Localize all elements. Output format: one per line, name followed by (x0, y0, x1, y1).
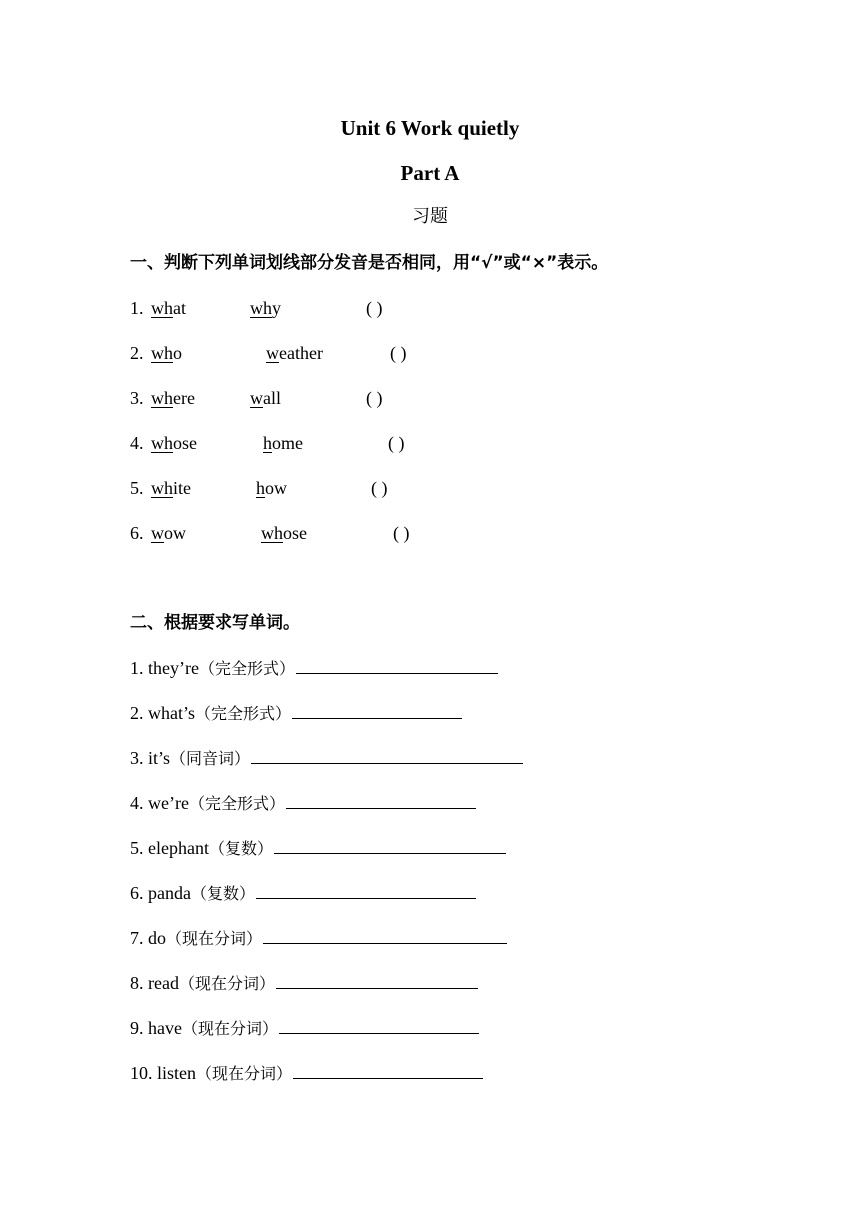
prompt-hint: （复数） (190, 884, 255, 903)
prompt-hint: （完全形式） (195, 704, 292, 723)
answer-blank[interactable] (293, 1060, 483, 1079)
word-b (261, 520, 307, 546)
word-a (151, 430, 197, 456)
fill-in-row (130, 1060, 483, 1086)
word-b (266, 340, 323, 366)
answer-blank[interactable] (296, 655, 498, 674)
underlined-part: wh (250, 298, 272, 318)
pronunciation-row (130, 475, 730, 501)
fill-in-row (130, 835, 506, 861)
underlined-part: wh (151, 298, 173, 318)
word-a (151, 340, 182, 366)
answer-blank[interactable] (276, 970, 478, 989)
item-number: 6. (130, 523, 144, 543)
word-a (151, 295, 186, 321)
underlined-part: w (266, 343, 279, 363)
prompt-word: 9. have (130, 1018, 182, 1038)
pronunciation-row (130, 520, 730, 546)
answer-blank[interactable] (279, 1015, 479, 1034)
fill-in-row (130, 1015, 479, 1041)
answer-blank[interactable] (263, 925, 507, 944)
underlined-part: wh (151, 478, 173, 498)
underlined-part: wh (151, 433, 173, 453)
fill-in-row (130, 970, 478, 996)
word-rest: y (272, 298, 281, 318)
word-rest: eather (279, 343, 323, 363)
fill-in-row (130, 925, 507, 951)
prompt-word: 5. elephant (130, 838, 209, 858)
part-title: Part A (400, 161, 460, 185)
pronunciation-row (130, 385, 730, 411)
answer-parens[interactable]: ( ) (388, 433, 405, 453)
prompt-word: 6. panda (130, 883, 191, 903)
prompt-word: 3. it’s (130, 748, 171, 768)
exercise-label: 习题 (412, 206, 448, 227)
word-rest: ose (283, 523, 307, 543)
prompt-hint: （完全形式） (188, 794, 285, 813)
underlined-part: wh (151, 343, 173, 363)
word-a (151, 520, 186, 546)
prompt-word: 10. listen (130, 1063, 196, 1083)
word-a (151, 385, 195, 411)
word-b (256, 475, 287, 501)
prompt-hint: （现在分词） (181, 1019, 278, 1038)
word-rest: at (173, 298, 186, 318)
prompt-word: 2. what’s (130, 703, 195, 723)
fill-in-row (130, 880, 476, 906)
prompt-word: 8. read (130, 973, 179, 993)
answer-blank[interactable] (251, 745, 523, 764)
prompt-hint: （复数） (208, 839, 273, 858)
underlined-part: wh (261, 523, 283, 543)
fill-in-row (130, 745, 523, 771)
prompt-hint: （现在分词） (166, 929, 263, 948)
answer-blank[interactable] (274, 835, 506, 854)
underlined-part: h (256, 478, 265, 498)
section1-heading: 一、判断下列单词划线部分发音是否相同，用“√”或“×”表示。 (130, 253, 609, 273)
pronunciation-row (130, 340, 730, 366)
prompt-hint: （完全形式） (198, 659, 295, 678)
fill-in-row (130, 790, 476, 816)
pronunciation-row (130, 295, 730, 321)
word-b (250, 385, 281, 411)
answer-parens[interactable]: ( ) (366, 298, 383, 318)
word-rest: ite (173, 478, 191, 498)
answer-blank[interactable] (256, 880, 476, 899)
item-number: 2. (130, 343, 144, 363)
word-rest: ow (265, 478, 287, 498)
prompt-hint: （同音词） (170, 749, 251, 768)
word-rest: all (263, 388, 281, 408)
underlined-part: h (263, 433, 272, 453)
word-b (263, 430, 303, 456)
fill-in-row (130, 700, 462, 726)
underlined-part: wh (151, 388, 173, 408)
item-number: 5. (130, 478, 144, 498)
underlined-part: w (250, 388, 263, 408)
prompt-word: 4. we’re (130, 793, 189, 813)
word-rest: ose (173, 433, 197, 453)
fill-in-row (130, 655, 498, 681)
prompt-hint: （现在分词） (196, 1064, 293, 1083)
page-title: Unit 6 Work quietly (340, 116, 520, 140)
section2-heading: 二、根据要求写单词。 (130, 613, 300, 633)
item-number: 4. (130, 433, 144, 453)
prompt-word: 1. they’re (130, 658, 199, 678)
underlined-part: w (151, 523, 164, 543)
prompt-hint: （现在分词） (178, 974, 275, 993)
item-number: 3. (130, 388, 144, 408)
answer-parens[interactable]: ( ) (390, 343, 407, 363)
word-rest: ow (164, 523, 186, 543)
prompt-word: 7. do (130, 928, 166, 948)
item-number: 1. (130, 298, 144, 318)
word-rest: ome (272, 433, 303, 453)
pronunciation-row (130, 430, 730, 456)
answer-blank[interactable] (286, 790, 476, 809)
answer-parens[interactable]: ( ) (366, 388, 383, 408)
word-rest: ere (173, 388, 195, 408)
answer-blank[interactable] (292, 700, 462, 719)
word-b (250, 295, 281, 321)
answer-parens[interactable]: ( ) (371, 478, 388, 498)
word-a (151, 475, 191, 501)
word-rest: o (173, 343, 182, 363)
answer-parens[interactable]: ( ) (393, 523, 410, 543)
